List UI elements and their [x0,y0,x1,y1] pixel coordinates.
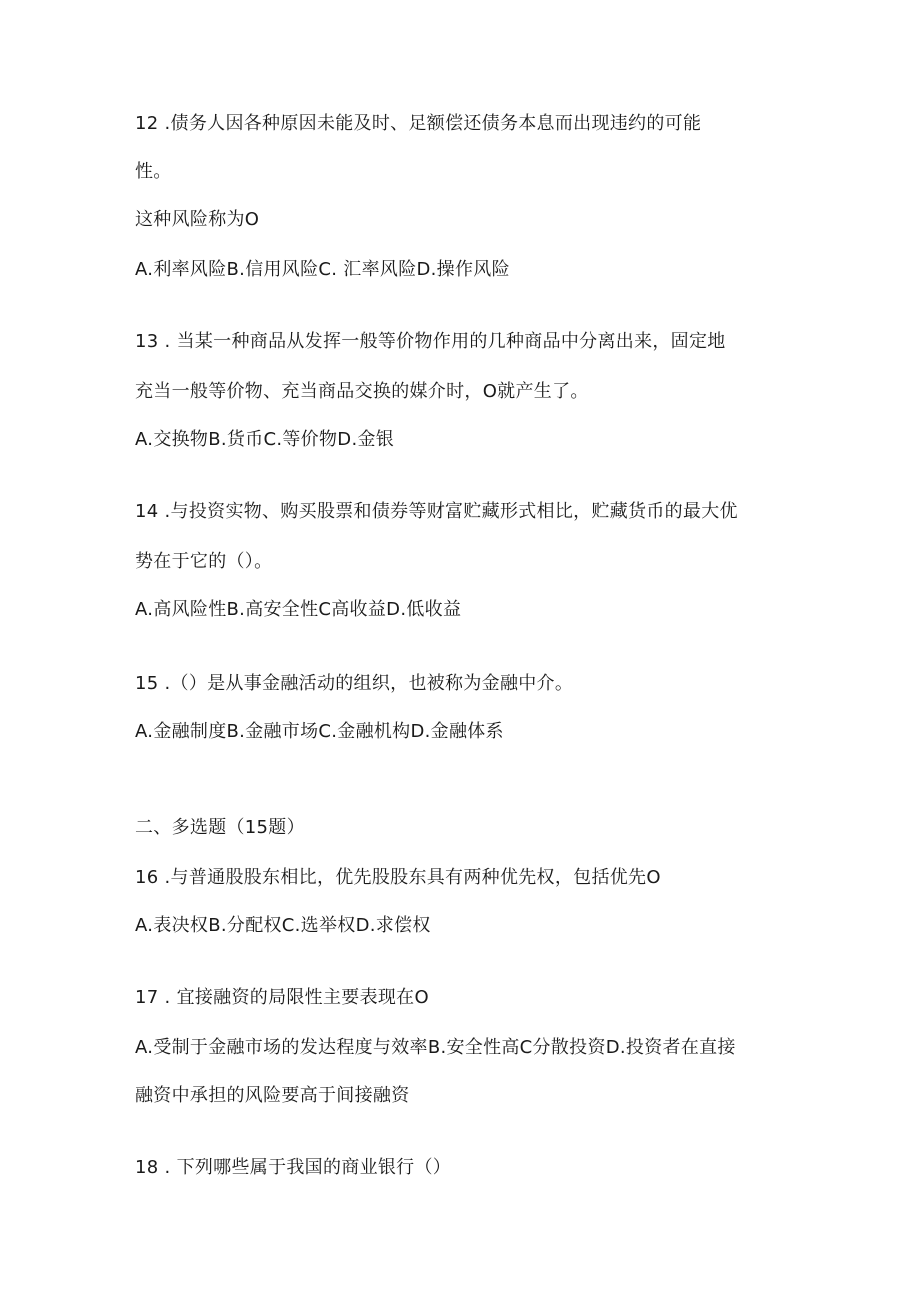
question-12-stem-line-2: 性。 [135,161,172,182]
question-13-stem-line-2: 充当一般等价物、充当商品交换的媒介时，O就产生了。 [135,381,589,402]
question-18-stem: 18 . 下列哪些属于我国的商业银行（） [135,1157,452,1178]
question-14-stem-line-1: 14 .与投资实物、购买股票和债券等财富贮藏形式相比，贮藏货币的最大优 [135,501,738,522]
question-13-options: A.交换物B.货币C.等价物D.金银 [135,429,395,450]
question-16-options: A.表决权B.分配权C.选举权D.求偿权 [135,915,431,936]
question-13-stem-line-1: 13 . 当某一种商品从发挥一般等价物作用的几种商品中分离出来，固定地 [135,331,726,352]
question-14-stem-line-2: 势在于它的（）。 [135,551,273,572]
question-16-stem: 16 .与普通股股东相比，优先股股东具有两种优先权，包括优先O [135,867,661,888]
question-15-options: A.金融制度B.金融市场C.金融机构D.金融体系 [135,721,504,742]
question-12-options: A.利率风险B.信用风险C. 汇率风险D.操作风险 [135,259,510,280]
question-12-stem-line-3: 这种风险称为O [135,209,260,230]
question-17-options-line-2: 融资中承担的风险要高于间接融资 [135,1085,410,1106]
question-12-stem-line-1: 12 .债务人因各种原因未能及时、足额偿还债务本息而出现违约的可能 [135,113,702,134]
question-17-stem: 17 . 宜接融资的局限性主要表现在O [135,987,429,1008]
question-15-stem: 15 .（）是从事金融活动的组织，也被称为金融中介。 [135,673,574,694]
section-heading: 二、多选题（15题） [135,817,305,838]
question-14-options: A.高风险性B.高安全性C高收益D.低收益 [135,599,462,620]
question-17-options-line-1: A.受制于金融市场的发达程度与效率B.安全性高C分散投资D.投资者在直接 [135,1037,736,1058]
